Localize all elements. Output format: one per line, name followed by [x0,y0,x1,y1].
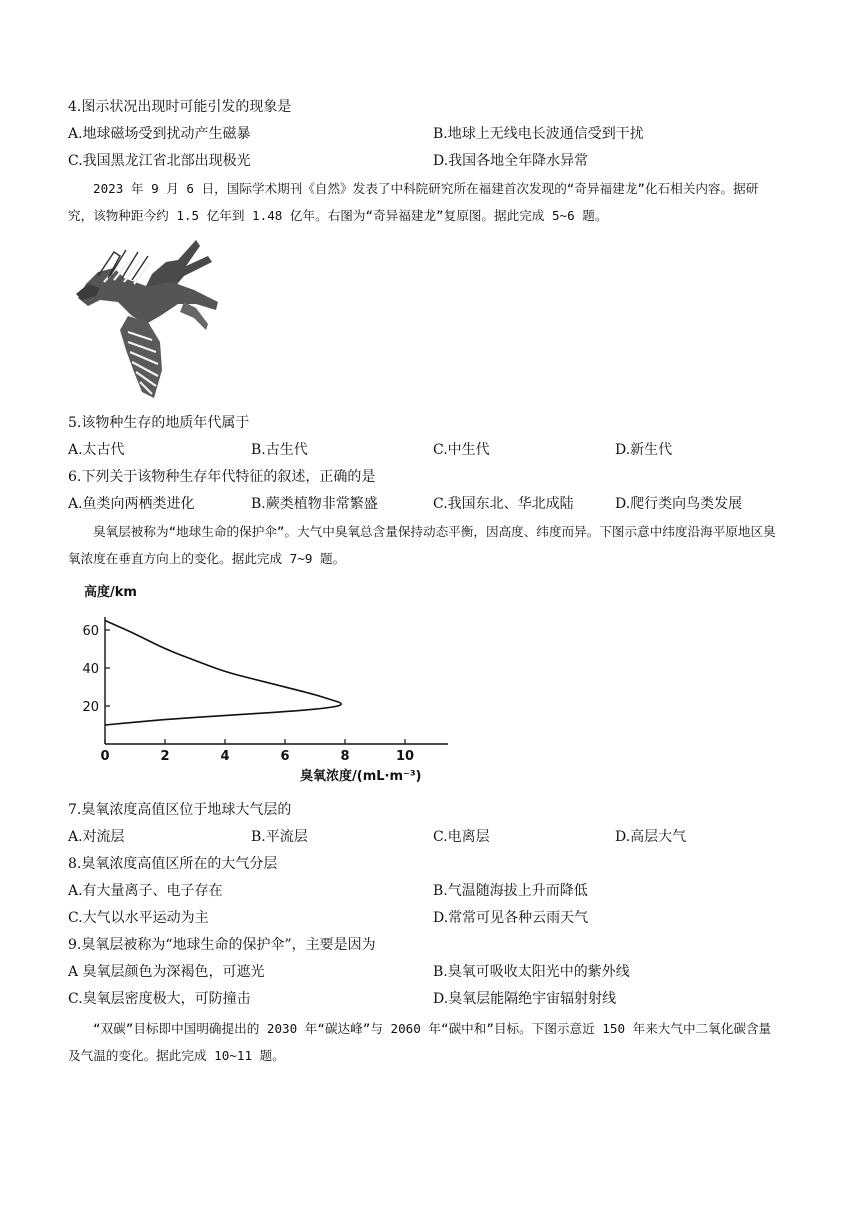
q6-option-d: D.爬行类向鸟类发展 [615,496,743,512]
q7-option-b: B.平流层 [251,829,308,845]
q5-option-c: C.中生代 [433,442,490,458]
x-tick-label: 2 [160,749,170,764]
q6-stem: 6.下列关于该物种生存年代特征的叙述，正确的是 [68,469,376,485]
q4-option-c: C.我国黑龙江省北部出现极光 [68,153,251,169]
q6-option-a: A.鱼类向两栖类进化 [68,496,195,512]
x-axis-label: 臭氧浓度/(mL·m⁻³) [300,769,422,784]
q5-option-b: B.古生代 [251,442,308,458]
x-tick-label: 10 [395,749,415,764]
x-tick-label: 4 [220,749,230,764]
q4-option-b: B.地球上无线电长波通信受到干扰 [433,126,644,142]
q7-option-c: C.电离层 [433,829,490,845]
q5-option-d: D.新生代 [615,442,673,458]
q9-option-d: D.臭氧层能隔绝宇宙辐射射线 [433,991,617,1007]
q7-option-d: D.高层大气 [615,829,687,845]
q8-option-a: A.有大量离子、电子存在 [68,883,223,899]
q8-option-c: C.大气以水平运动为主 [68,910,209,926]
q8-stem: 8.臭氧浓度高值区所在的大气分层 [68,856,278,872]
y-tick-label: 20 [82,700,99,715]
q8-option-d: D.常常可见各种云雨天气 [433,910,589,926]
q9-stem: 9.臭氧层被称为“地球生命的保护伞”，主要是因为 [68,937,376,953]
ozone-concentration-curve [105,621,341,726]
q6-option-b: B.蕨类植物非常繁盛 [251,496,378,512]
q4-option-d: D.我国各地全年降水异常 [433,153,589,169]
q7-option-a: A.对流层 [68,829,125,845]
x-tick-label: 6 [280,749,290,764]
passage-ozone: 臭氧层被称为“地球生命的保护伞”。大气中臭氧总含量保持动态平衡，因高度、纬度而异。下图示意中纬度沿海平原地区臭氧浓度在垂直方向上的变化。据此完成 7~9 题。 [68,524,776,566]
y-axis-label: 高度/km [84,585,137,600]
x-tick-label: 8 [340,749,350,764]
q6-option-c: C.我国东北、华北成陆 [433,496,574,512]
q4-stem: 4.图示状况出现时可能引发的现象是 [68,99,292,115]
q7-stem: 7.臭氧浓度高值区位于地球大气层的 [68,802,292,818]
q9-option-a: A 臭氧层颜色为深褐色，可遮光 [68,964,265,980]
q5-stem: 5.该物种生存的地质年代属于 [68,415,250,431]
x-tick-label: 0 [100,749,110,764]
passage-dual-carbon: “双碳”目标即中国明确提出的 2030 年“碳达峰”与 2060 年“碳中和”目标。下图示意近 150 年来大气中二氧化碳含量及气温的变化。据此完成 10~11 题。 [68,1021,772,1063]
passage-fujian-dragon: 2023 年 9 月 6 日，国际学术期刊《自然》发表了中科院研究所在福建首次发现的“奇异福建龙”化石相关内容。据研究，该物种距今约 1.5 亿年到 1.48 亿年。右图为“奇异福建龙”复原图。据此完成 5~6 题。 [68,181,759,223]
q5-option-a: A.太古代 [68,442,125,458]
y-tick-label: 60 [82,624,99,639]
ozone-chart [68,578,448,790]
q4-option-a: A.地球磁场受到扰动产生磁暴 [68,126,251,142]
q9-option-c: C.臭氧层密度极大，可防撞击 [68,991,251,1007]
q9-option-b: B.臭氧可吸收太阳光中的紫外线 [433,964,630,980]
y-tick-label: 40 [82,662,99,677]
fujianvenator-reconstruction-icon [68,232,228,402]
q8-option-b: B.气温随海拔上升而降低 [433,883,588,899]
